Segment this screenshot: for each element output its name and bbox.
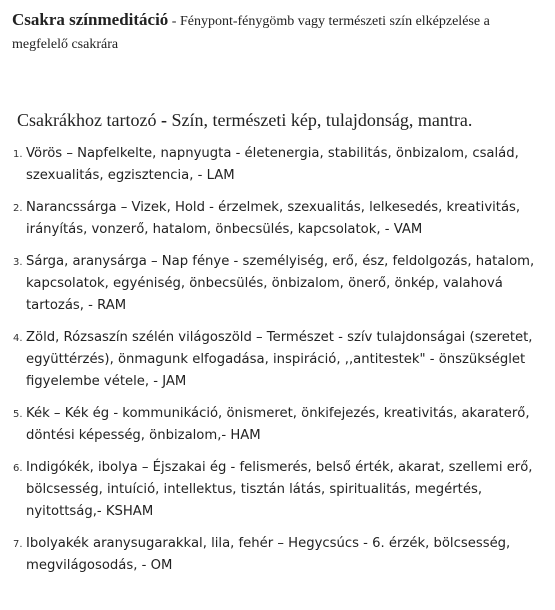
- list-heading-separator: -: [160, 110, 167, 130]
- intro-title: Csakra színmeditáció: [12, 10, 169, 29]
- list-item-number: 3.: [13, 257, 23, 268]
- list-item-text: Ibolyakék aranysugarakkal, lila, fehér – Hegycsúcs - 6. érzék, bölcsesség, megvilágosodás, - OM: [26, 536, 511, 573]
- list-item-text: Indigókék, ibolya – Éjszakai ég - felismerés, belső érték, akarat, szellemi erő, bölcsesség, intuíció, intellektus, tisztán látás, spiritualitás, megértés, nyitottság,- KSHAM: [26, 460, 533, 519]
- list-item-number: 5.: [13, 409, 23, 420]
- list-item-text: Sárga, aranysárga – Nap fénye - személyiség, erő, ész, feldolgozás, hatalom, kapcsolatok, egyéniség, önbecsülés, önbizalom, önerő, önkép, valahová tartozás, - RAM: [26, 254, 535, 313]
- list-item: [0, 143, 550, 187]
- list-item-number: 6.: [13, 463, 23, 474]
- list-item-text: Zöld, Rózsaszín szélén világoszöld – Természet - szív tulajdonságai (szeretet, együttérzés), önmagunk elfogadása, inspiráció, ,,antitestek" - önszükséglet figyelembe vétele, - JAM: [26, 330, 533, 389]
- list-item: [0, 327, 550, 393]
- list-item: [0, 457, 550, 523]
- list-item: [0, 533, 550, 577]
- list-item: [0, 197, 550, 241]
- list-item-number: 7.: [13, 539, 23, 550]
- list-item: [0, 403, 550, 447]
- list-item-number: 1.: [13, 149, 23, 160]
- intro-text: - Fénypont-fénygömb vagy természeti szín elképzelése a megfelelő csakrára: [12, 14, 490, 52]
- list-item-text: Vörös – Napfelkelte, napnyugta - életenergia, stabilitás, önbizalom, család, szexualitás, egzisztencia, - LAM: [26, 146, 519, 183]
- list-item-text: Narancssárga – Vizek, Hold - érzelmek, szexualitás, lelkesedés, kreativitás, irányítás, vonzerő, hatalom, önbecsülés, kapcsolatok, - VAM: [26, 200, 521, 237]
- list-item-number: 2.: [13, 203, 23, 214]
- list-item-text: Kék – Kék ég - kommunikáció, önismeret, önkifejezés, kreativitás, akaraterő, döntési képesség, önbizalom,- HAM: [26, 406, 530, 443]
- list-item-number: 4.: [13, 333, 23, 344]
- list-heading: [17, 108, 547, 132]
- list-heading-lead: Csakrákhoz tartozó: [17, 110, 161, 130]
- chakra-list: [0, 143, 550, 587]
- list-item: [0, 251, 550, 317]
- list-heading-rest: Szín, természeti kép, tulajdonság, mantra.: [166, 110, 473, 130]
- intro-paragraph: [12, 8, 547, 56]
